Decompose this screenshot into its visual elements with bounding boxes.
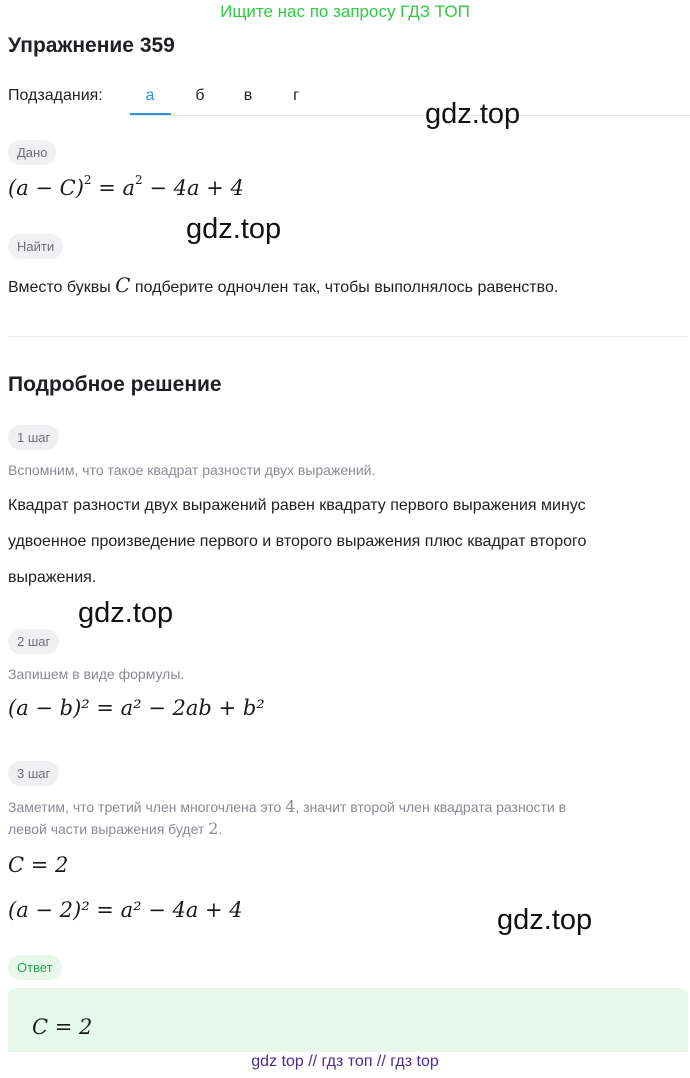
page-title: Упражнение 359	[8, 34, 175, 57]
step2-badge	[8, 629, 59, 654]
step3-formula-expanded: (a − 2)² = a² − 4a + 4	[8, 898, 243, 922]
find-var: C	[115, 273, 131, 297]
step1-text-line: Квадрат разности двух выражений равен квадрату первого выражения минус	[8, 497, 586, 514]
watermark: gdz.top	[186, 213, 282, 245]
step1-badge-label: 1 шаг	[8, 425, 59, 450]
search-promo-link[interactable]: Ищите нас по запросу ГДЗ ТОП	[220, 2, 470, 21]
step3-badge	[8, 761, 59, 786]
watermark: gdz.top	[78, 597, 174, 629]
answer-formula: C = 2	[32, 1015, 93, 1039]
tabs-divider	[130, 115, 690, 116]
given-formula-rhs: = a	[98, 176, 136, 200]
find-text-before: Вместо буквы	[8, 279, 116, 296]
step3-hint-line2: левой части выражения будет 2.	[8, 819, 223, 838]
find-text	[8, 267, 688, 306]
tab-a[interactable]: а	[145, 87, 155, 104]
find-badge-label: Найти	[8, 234, 63, 259]
step1-hint: Вспомним, что такое квадрат разности двух выражений.	[8, 462, 376, 478]
find-text-after: подберите одночлен так, чтобы выполнялось равенство.	[130, 279, 559, 296]
given-badge-label: Дано	[8, 140, 56, 165]
step2-formula: (a − b)² = a² − 2ab + b²	[8, 696, 265, 720]
step1-badge	[8, 425, 59, 450]
watermark: gdz.top	[425, 98, 521, 130]
given-badge	[8, 140, 56, 165]
given-formula-tail: − 4a + 4	[142, 176, 244, 200]
footer-links[interactable]: gdz top // гдз топ // гдз top	[251, 1053, 439, 1070]
tab-v[interactable]: в	[243, 87, 253, 104]
subtasks-label: Подзадания:	[8, 87, 103, 104]
active-tab-indicator	[130, 113, 171, 115]
step3-formula-c: C = 2	[8, 853, 69, 877]
find-badge	[8, 234, 63, 259]
step2-badge-label: 2 шаг	[8, 629, 59, 654]
step1-text-line: выражения.	[8, 569, 97, 586]
step3-badge-label: 3 шаг	[8, 761, 59, 786]
given-formula: $(a - C)^2 = a^2 - 4a + 4$	[8, 173, 244, 200]
watermark: gdz.top	[497, 904, 593, 936]
tab-g[interactable]: г	[293, 87, 299, 104]
answer-badge	[8, 955, 62, 980]
tab-b[interactable]: б	[195, 87, 205, 104]
step1-text-line: удвоенное произведение первого и второго выражения плюс квадрат второго	[8, 533, 587, 550]
answer-box	[8, 988, 688, 1052]
given-formula-lhs: (a − C)	[8, 176, 84, 200]
step1-text	[8, 488, 688, 596]
step2-hint: Запишем в виде формулы.	[8, 666, 185, 682]
answer-badge-label: Ответ	[8, 955, 62, 980]
solution-title: Подробное решение	[8, 373, 222, 396]
step3-hint-line1: Заметим, что третий член многочлена это 4, значит второй член квадрата разности в	[8, 797, 567, 816]
section-divider	[8, 336, 688, 337]
step3-hint	[8, 796, 678, 840]
step3-hint-num2: 2	[208, 819, 219, 838]
step3-hint-num1: 4	[285, 797, 296, 816]
